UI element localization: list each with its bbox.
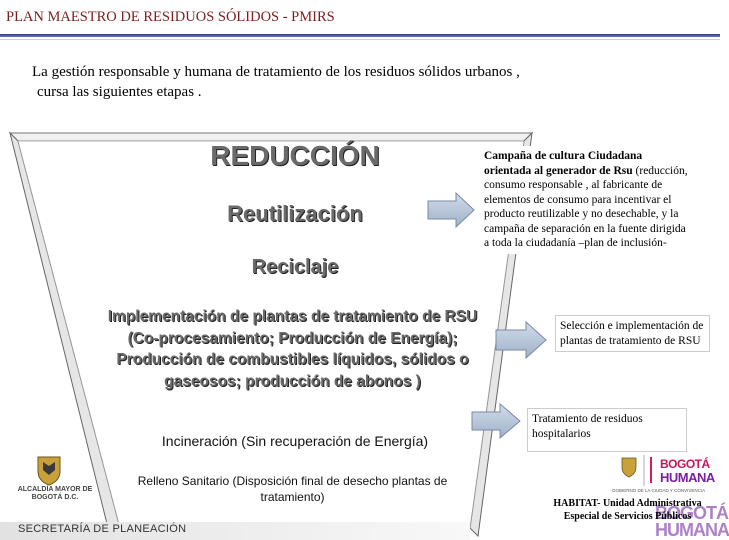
habitat-line-2: Especial de Servicios Públicos	[563, 511, 692, 522]
note-campana-body: (reducción, consumo responsable , al fabricante de elementos de consumo para incentivar el producto reutilizable y no desechable, y la campaña de separación en la fuente dirigida a toda la ciudadanía –plan de inclusión-	[484, 164, 688, 249]
page-title: PLAN MAESTRO DE RESIDUOS SÓLIDOS - PMIRS	[6, 9, 335, 25]
bogota-logo-line1: BOGOTÁ	[660, 457, 710, 471]
intro-line-2: cursa las siguientes etapas .	[37, 84, 202, 100]
bogota-watermark-line2: HUMANA	[655, 520, 729, 540]
secretaria-label: SECRETARÍA DE PLANEACIÓN	[18, 523, 187, 535]
alcaldia-label: ALCALDÍA MAYOR DE BOGOTÁ D.C.	[17, 486, 93, 501]
bogota-logo-subtitle: GOBIERNO DE LA CIUDAD Y CONVIVENCIA	[612, 488, 706, 493]
habitat-label	[540, 497, 715, 523]
bogota-logo-line2: HUMANA	[660, 470, 715, 485]
stage-implementacion-plantas: Implementación de plantas de tratamiento de RSU (Co-procesamiento; Producción de Energía); Producción de combustibles líquidos, sólidos o gaseosos; producción de abonos )	[107, 308, 478, 390]
stage-reciclaje: Reciclaje	[251, 256, 339, 278]
bogota-humana-logo	[622, 455, 652, 486]
habitat-line-1: HABITAT- Unidad Administrativa	[553, 498, 702, 509]
bogota-escudo-icon	[38, 457, 60, 485]
bogota-watermark-line1: BOGOTÁ	[655, 503, 728, 523]
stage-relleno-sanitario: Relleno Sanitario (Disposición final de desecho plantas de tratamiento)	[137, 474, 448, 504]
intro-line-1: La gestión responsable y humana de tratamiento de los residuos sólidos urbanos ,	[32, 64, 520, 80]
note-campana-heading: Campaña de cultura Ciudadana orientada al generador de Rsu	[484, 150, 643, 177]
stage-incineracion: Incineración (Sin recuperación de Energía)	[161, 433, 429, 449]
note-tratamiento-hospitalarios: Tratamiento de residuos hospitalarios	[527, 408, 687, 452]
stage-reduccion: REDUCCIÓN	[210, 140, 380, 171]
stage-reutilizacion: Reutilización	[227, 201, 363, 226]
note-campana-cultura	[480, 146, 693, 254]
note-seleccion-plantas: Selección e implementación de plantas de tratamiento de RSU	[555, 315, 710, 352]
